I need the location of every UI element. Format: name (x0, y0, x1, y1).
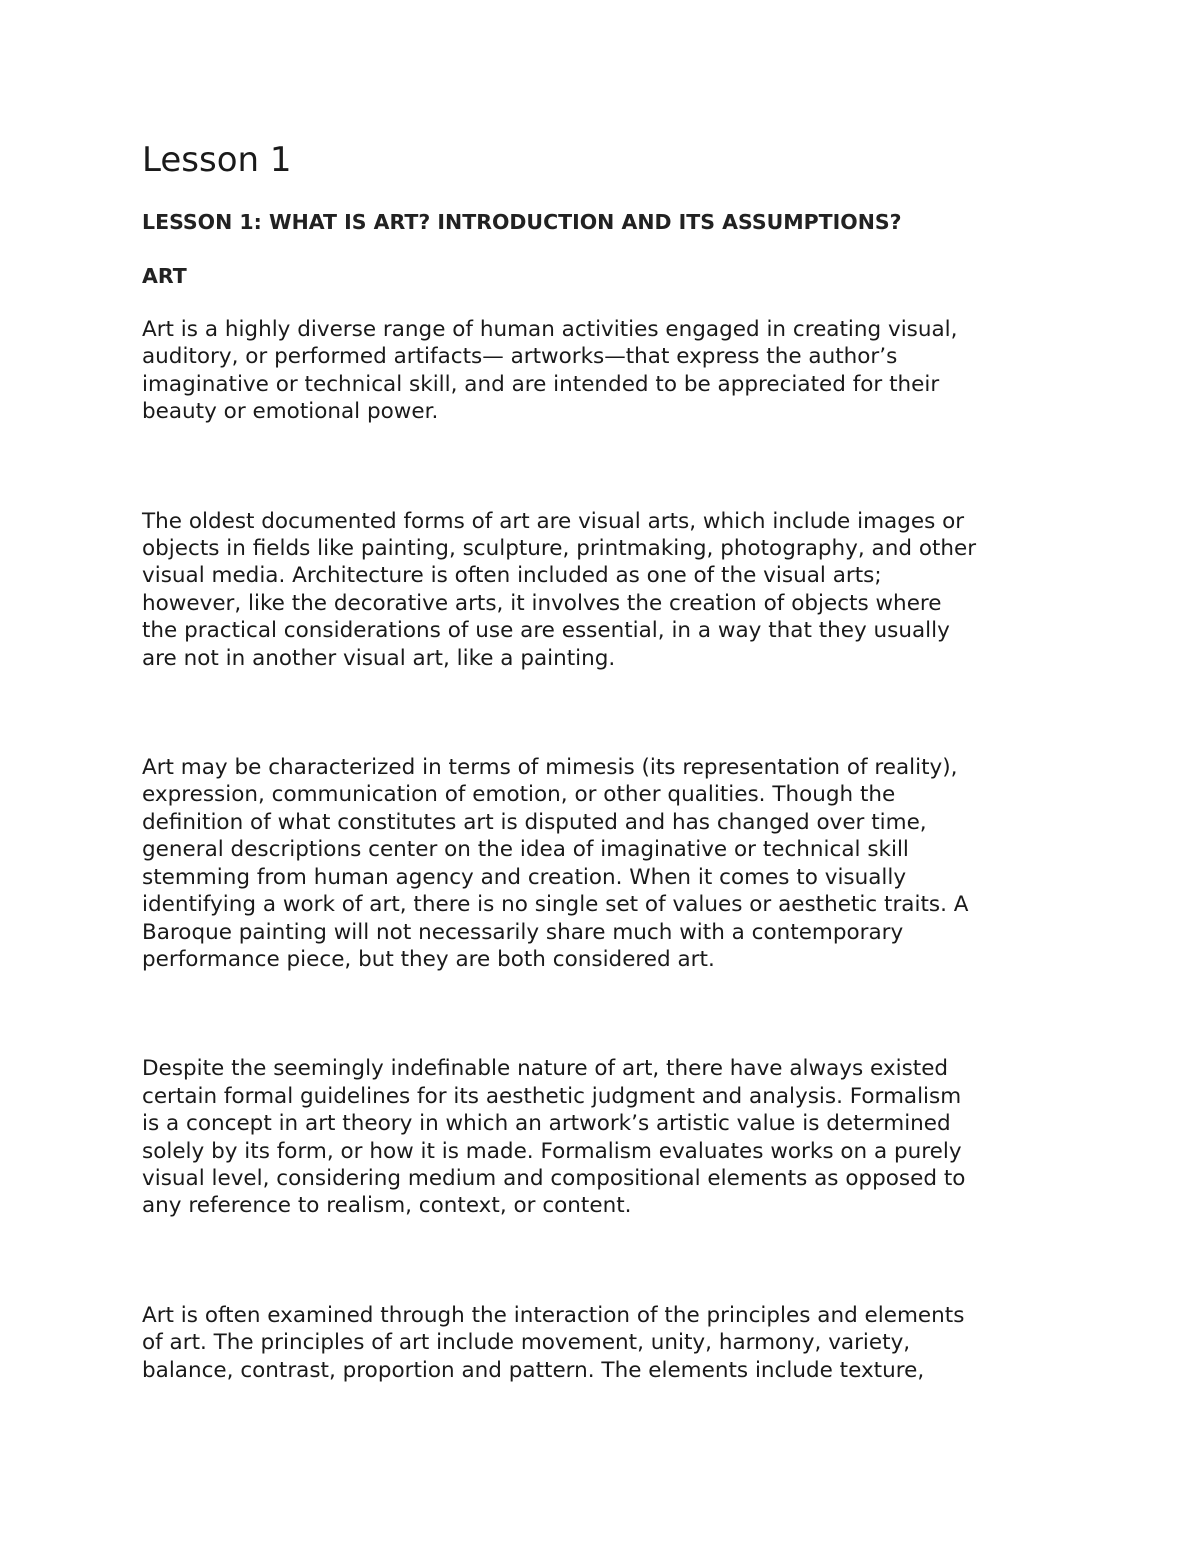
paragraph-mimesis: Art may be characterized in terms of mimesis (its representation of reality), expression, communication of emotion, or other qualities. Though the definition of what constitutes art is disputed and has changed over time, general descriptions center on the idea of imaginative or technical skill stemming from human agency and creation. When it comes to visually identifying a work of art, there is no single set of values or aesthetic traits. A Baroque painting will not necessarily share much with a contemporary performance piece, but they are both considered art. (142, 755, 969, 972)
document-body (142, 138, 1072, 1384)
paragraph-spacer (142, 672, 1072, 754)
paragraph-visual-arts: The oldest documented forms of art are visual arts, which include images or objects in fields like painting, sculpture, printmaking, photography, and other visual media. Architecture is often included as one of the visual arts; however, like the decorative arts, it involves the creation of objects where the practical considerations of use are essential, in a way that they usually are not in another visual art, like a painting. (142, 508, 977, 671)
section-heading-art: ART (142, 264, 187, 288)
paragraph-formalism: Despite the seemingly indefinable nature of art, there have always existed certain formal guidelines for its aesthetic judgment and analysis. Formalism is a concept in art theory in which an artwork’s artistic value is determined solely by its form, or how it is made. Formalism evaluates works on a purely visual level, considering medium and compositional elements as opposed to any reference to realism, context, or content. (142, 1056, 966, 1219)
lesson-heading: LESSON 1: WHAT IS ART? INTRODUCTION AND ITS ASSUMPTIONS? (142, 210, 902, 234)
paragraph-spacer (142, 1220, 1072, 1302)
paragraph-principles: Art is often examined through the interaction of the principles and elements of art. The principles of art include movement, unity, harmony, variety, balance, contrast, proportion and pattern. The elements include texture, (142, 1302, 965, 1383)
paragraph-definition: Art is a highly diverse range of human activities engaged in creating visual, auditory, or performed artifacts— artworks—that express the author’s imaginative or technical skill, and are intended to be appreciated for their beauty or emotional power. (142, 317, 958, 425)
document-title: Lesson 1 (142, 140, 292, 180)
paragraph-spacer (142, 426, 1072, 508)
paragraph-spacer (142, 973, 1072, 1055)
